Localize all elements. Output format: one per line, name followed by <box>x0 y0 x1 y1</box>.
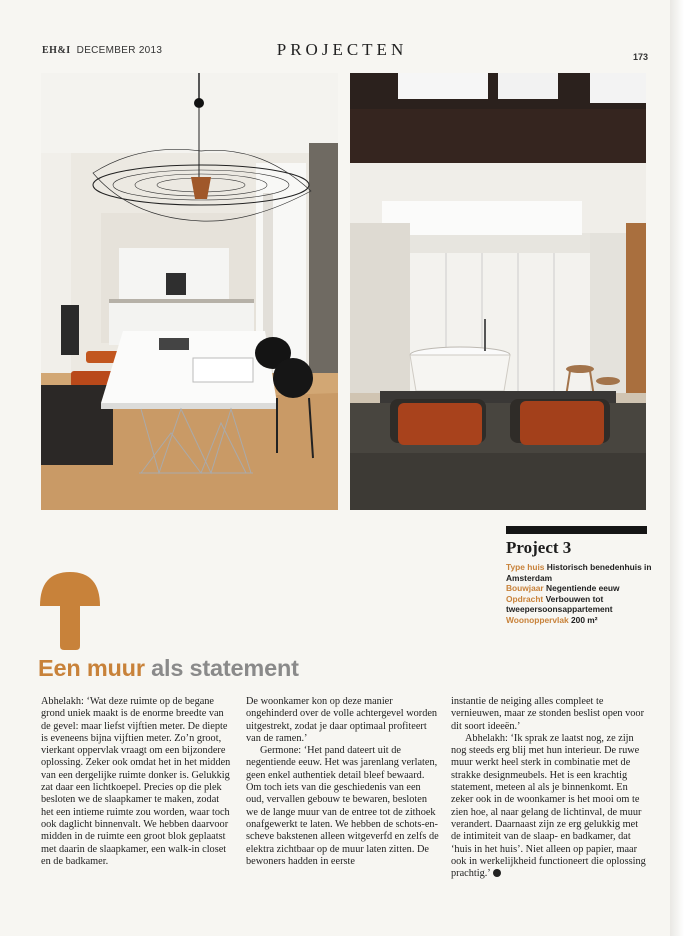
living-room-photo <box>41 73 338 510</box>
issue-date: DECEMBER 2013 <box>76 45 163 56</box>
page-edge <box>670 0 684 936</box>
text-column-3 <box>451 696 647 880</box>
project-title: Project 3 <box>506 538 572 557</box>
detail-value: Historisch benedenhuis in Amsterdam <box>506 562 652 583</box>
detail-label: Bouwjaar <box>506 583 544 594</box>
detail-value: Negentiende eeuw <box>546 583 620 594</box>
project-detail <box>506 583 656 594</box>
paragraph: De woonkamer kon op deze manier ongehinderd over de volle achtergevel worden uitgestrekt, zodat je daar optimaal profiteert van de ramen.’ <box>246 696 438 744</box>
project-details <box>506 562 656 626</box>
bedroom-photo <box>350 73 646 510</box>
project-detail <box>506 562 656 583</box>
headline-rest: als statement <box>151 655 299 681</box>
paragraph <box>451 733 647 881</box>
detail-label: Opdracht <box>506 593 544 604</box>
project-detail <box>506 615 656 626</box>
paragraph: instantie de neiging alles compleet te vernieuwen, maar ze stonden beslist open voor dit soort ideeën.’ <box>451 696 645 732</box>
page-number: 173 <box>632 52 648 62</box>
project-detail <box>506 594 656 615</box>
headline-accent: Een muur <box>38 655 145 681</box>
text-column-2 <box>246 696 441 868</box>
detail-value: Verbouwen tot tweepersoonsappartement <box>506 593 613 615</box>
detail-label: Type huis <box>506 562 545 572</box>
mushroom-lamp-icon <box>38 570 102 652</box>
paragraph-text: Abhelakh: ‘Ik sprak ze laatst nog, ze zijn nog steeds erg blij met hun interieur. De ruwe muur werkt heel sterk in combinatie met de strakke designmeubels. Het is een krachtig statement, meteen al als je binnenkomt. En zeker ook in de woonkamer is het mooi om te zien hoe, al naar gelang de lichtinval, de muur verandert. Daarnaast zijn ze erg gelukkig met de intimiteit van de slaap- en badkamer, dat ‘huis in het huis’. Niet alleen op papier, maar ook in werkelijkheid functioneert die oplossing prachtig.’ <box>451 732 646 880</box>
article-headline <box>38 655 299 682</box>
text-column-1 <box>41 696 233 868</box>
paragraph: Abhelakh: ‘Wat deze ruimte op de begane grond uniek maakt is de enorme breedte van de gevel: maar liefst vijftien meter. De diepte is eveneens bijna vijftien meter. Zo’n groot, vierkant oppervlak vraagt om een bijzondere oplossing. Zeker ook omdat het in het midden van een dergelijke ruimte donker is. Gelukkig zat daar een lichtkoepel. Precies op die plek besloten we de slaapkamer te maken, zodat het een intieme ruimte zou worden, waar toch ook daglicht binnenvalt. We hebben daarvoor midden in de ruimte een groot blok geplaatst met daarin de slaapkamer, een walk-in closet en de badkamer. <box>41 696 231 867</box>
detail-label: Woonoppervlak <box>506 614 569 625</box>
end-mark-icon <box>493 869 501 877</box>
section-title: PROJECTEN <box>276 40 408 59</box>
paragraph: Germone: ‘Het pand dateert uit de negentiende eeuw. Het was jarenlang verlaten, geen enkel authentiek detail bleef bewaard. Om toch iets van die geschiedenis van een oud, vervallen gebouw te bewaren, besloten we de lange muur van de entree tot de zithoek onafgewerkt te laten. We hebben de schots-en-scheve bakstenen alleen witgeverfd en zelfs de elektra zichtbaar op de muur laten zitten. De bewoners hadden in eerste <box>246 745 439 867</box>
brand-label: EH&I <box>42 45 71 56</box>
project-rule <box>506 526 647 534</box>
detail-value: 200 m² <box>571 614 598 625</box>
